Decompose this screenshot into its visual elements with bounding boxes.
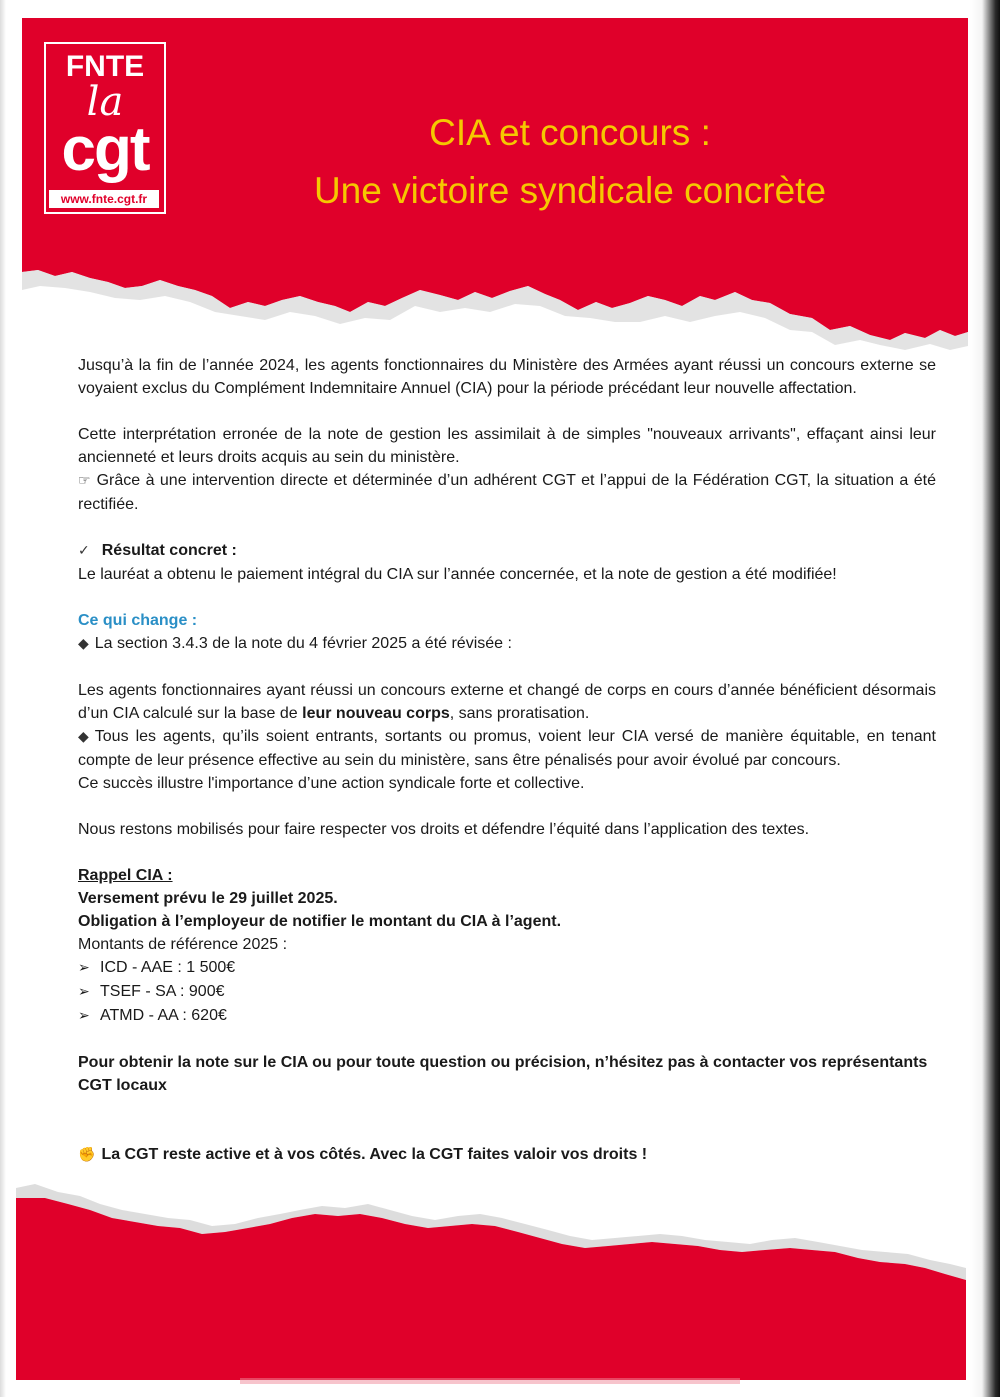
- amount-item: [78, 956, 936, 980]
- logo-url[interactable]: www.fnte.cgt.fr: [49, 190, 159, 208]
- amount-item-text: TSEF - SA : 900€: [100, 983, 225, 1000]
- scan-right-edge: [970, 0, 1000, 1397]
- footer-banner: [0, 1170, 1000, 1397]
- amount-item-text: ATMD - AA : 620€: [100, 1007, 227, 1024]
- closing-line: [78, 1143, 936, 1167]
- changes-paragraph-end: , sans proratisation.: [449, 705, 590, 722]
- closing-text: La CGT reste active et à vos côtés. Avec la CGT faites valoir vos droits !: [101, 1146, 648, 1163]
- amount-item-text: ICD - AAE : 1 500€: [100, 959, 236, 976]
- arrowhead-bullet-icon: ➢: [78, 1008, 90, 1024]
- changes-item-1-text: La section 3.4.3 de la note du 4 février 2025 a été révisée :: [94, 635, 512, 652]
- intro-paragraph-1: Jusqu’à la fin de l’année 2024, les agents fonctionnaires du Ministère des Armées ayant réussi un concours externe se voyaient exclus du Complément Indemnitaire Annuel (CIA) pour la période précédant leur nouvelle affectation.: [78, 357, 936, 397]
- logo-la-text: la: [86, 79, 124, 125]
- logo-fnte-text: FNTE: [65, 50, 145, 83]
- success-text: Ce succès illustre l'importance d’une action syndicale forte et collective.: [78, 775, 585, 792]
- changes-item-2-text: Tous les agents, qu’ils soient entrants, sortants ou promus, voient leur CIA versé de manière équitable, en tenant compte de leur présence effective au sein du ministère, sans être pénalisés pour avoir évolué par concours.: [78, 728, 936, 769]
- reminder-line-3: Montants de référence 2025 :: [78, 936, 288, 953]
- changes-item-2: [78, 725, 936, 772]
- reminder-heading: Rappel CIA :: [78, 867, 173, 884]
- amount-item: [78, 980, 936, 1004]
- article-body: [78, 354, 936, 1167]
- intro-paragraph-3-text: Grâce à une intervention directe et déterminée d’un adhérent CGT et l’appui de la Fédération CGT, la situation a été rectifiée.: [78, 472, 936, 513]
- logo-cgt-text: cgt: [61, 115, 149, 184]
- changes-paragraph-start: Les agents fonctionnaires ayant réussi un concours externe et changé de corps en cours d’année bénéficient désormais d’un CIA calculé sur la base de: [78, 682, 936, 722]
- amount-item: [78, 1004, 936, 1028]
- arrowhead-bullet-icon: ➢: [78, 960, 90, 976]
- changes-paragraph-bold: leur nouveau corps: [302, 705, 450, 722]
- title-line-2: Une victoire syndicale concrète: [313, 170, 827, 211]
- fist-icon: ✊: [78, 1147, 96, 1163]
- title-line-1: CIA et concours :: [429, 112, 711, 153]
- reminder-line-2: Obligation à l’employeur de notifier le montant du CIA à l’agent.: [78, 913, 562, 930]
- changes-paragraph: [78, 679, 936, 725]
- changes-heading: Ce qui change :: [78, 612, 198, 629]
- pointing-hand-icon: ☞: [78, 473, 91, 489]
- check-mark-icon: ✓: [78, 543, 90, 559]
- mobilised-text: Nous restons mobilisés pour faire respecter vos droits et défendre l’équité dans l’application des textes.: [78, 821, 810, 838]
- arrowhead-bullet-icon: ➢: [78, 984, 90, 1000]
- result-heading: Résultat concret :: [101, 542, 237, 559]
- footer-faded-address: [240, 1378, 740, 1384]
- fnte-cgt-logo: [44, 42, 166, 214]
- intro-paragraph-2: Cette interprétation erronée de la note de gestion les assimilait à de simples "nouveaux arrivants", effaçant ainsi leur ancienneté et leurs droits acquis au sein du ministère.: [78, 426, 936, 466]
- result-heading-line: [78, 539, 936, 563]
- diamond-bullet-icon: ◆: [78, 636, 89, 652]
- contact-text: Pour obtenir la note sur le CIA ou pour toute question ou précision, n’hésitez pas à contacter vos représentants CGT locaux: [78, 1054, 928, 1094]
- result-text: Le lauréat a obtenu le paiement intégral du CIA sur l’année concernée, et la note de gestion a été modifiée!: [78, 566, 837, 583]
- page-title: [190, 104, 950, 220]
- changes-item-1: [78, 632, 936, 656]
- intro-paragraph-3: [78, 469, 936, 516]
- reminder-line-1: Versement prévu le 29 juillet 2025.: [78, 890, 338, 907]
- diamond-bullet-icon: ◆: [78, 729, 89, 745]
